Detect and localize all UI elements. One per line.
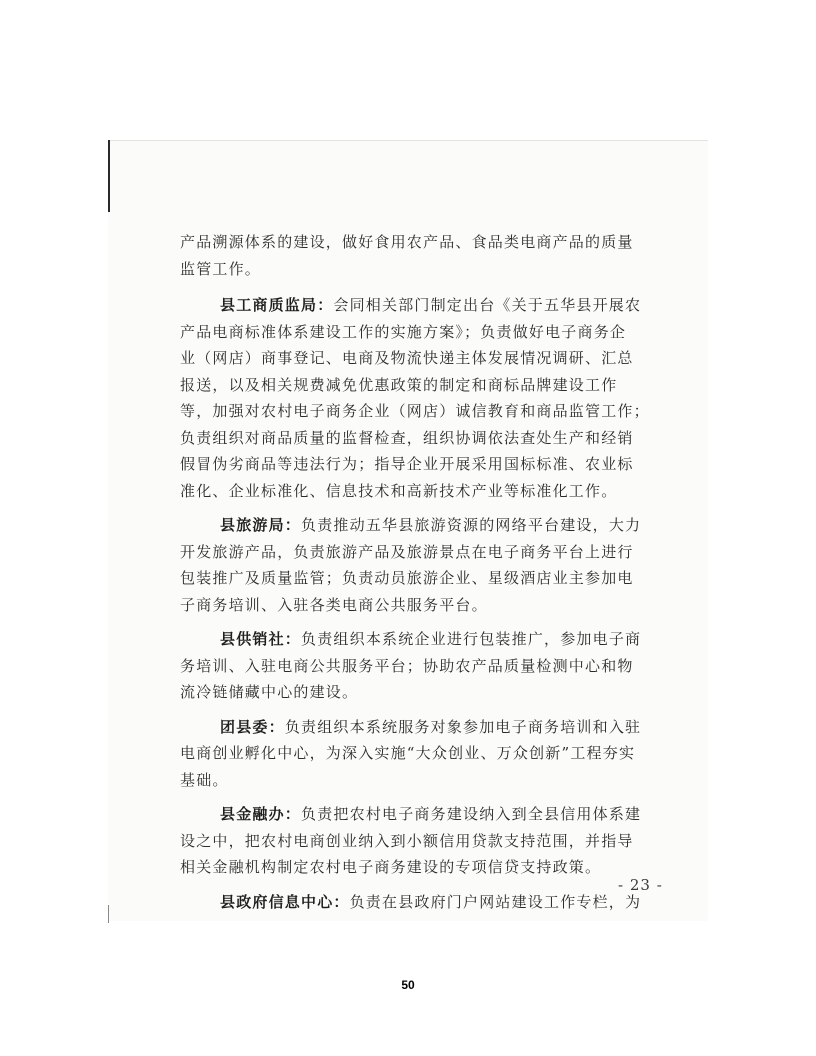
paragraph-line: 准化、企业标准化、信息技术和高新技术产业等标准化工作。 (180, 481, 618, 500)
scan-edge-mark-bottom (108, 905, 109, 923)
document-body (180, 229, 680, 923)
section-heading: 县政府信息中心： (220, 892, 350, 911)
paragraph-food-traceability (180, 229, 680, 282)
paragraph-text: 负责把农村电子商务建设纳入到全县信用体系建 (301, 805, 642, 823)
section-heading: 县供销社： (220, 630, 302, 648)
section-heading: 团县委： (220, 717, 285, 736)
paragraph-tourism-bureau (180, 512, 680, 618)
paragraph-text: 负责推动五华县旅游资源的网络平台建设，大力 (301, 516, 642, 534)
paragraph-line: 产品电商标准体系建设工作的实施方案》；负责做好电子商务企 (180, 322, 627, 341)
paragraph-line: 包装推广及质量监管；负责动员旅游企业、星级酒店业主参加电 (180, 569, 634, 587)
paragraph-line: 假冒伪劣商品等违法行为；指导企业开展采用国标标准、农业标 (180, 455, 634, 473)
paragraph-line: 电商创业孵化中心，为深入实施“大众创业、万众创新”工程夯实 (180, 744, 636, 762)
paragraph-line: 报送，以及相关规费减免优惠政策的制定和商标品牌建设工作 (180, 375, 618, 394)
paragraph-line (180, 889, 680, 916)
paragraph-text: 负责在县政府门户网站建设工作专栏，为 (349, 892, 642, 911)
paragraph-line (180, 512, 680, 539)
section-heading: 县工商质监局： (220, 296, 334, 314)
paragraph-line: 等，加强对农村电子商务企业（网店）诚信教育和商品监管工作； (180, 402, 650, 420)
paragraph-line: 监管工作。 (180, 259, 262, 278)
paragraph-line: 设之中，把农村电商创业纳入到小额信用贷款支持范围，并指导 (180, 831, 634, 850)
paragraph-line: 子商务培训、入驻各类电商公共服务平台。 (180, 595, 488, 614)
paragraph-text: 负责组织本系统服务对象参加电子商务培训和入驻 (284, 717, 642, 736)
paragraph-finance-office (180, 801, 680, 881)
paragraph-line: 产品溯源体系的建设，做好食用农产品、食品类电商产品的质量 (180, 233, 634, 251)
paragraph-line (180, 626, 680, 653)
paragraph-line (180, 714, 680, 741)
section-heading: 县金融办： (220, 805, 302, 823)
paragraph-supply-cooperative (180, 626, 680, 706)
paragraph-industry-commerce-bureau (180, 292, 680, 504)
paragraph-information-center (180, 889, 680, 916)
paragraph-line (180, 801, 680, 828)
paragraph-line (180, 292, 680, 319)
page-number: - 23 - (618, 876, 663, 894)
paragraph-line: 负责组织对商品质量的监督检查，组织协调依法查处生产和经销 (180, 428, 634, 447)
section-heading: 县旅游局： (220, 516, 302, 534)
paragraph-line: 流冷链储藏中心的建设。 (180, 683, 359, 701)
paragraph-line: 务培训、入驻电商公共服务平台；协助农产品质量检测中心和物 (180, 656, 634, 675)
paragraph-text: 负责组织本系统企业进行包装推广，参加电子商 (301, 630, 642, 648)
paragraph-line: 相关金融机构制定农村电子商务建设的专项信贷支持政策。 (180, 858, 602, 876)
paragraph-line: 基础。 (180, 770, 229, 789)
paragraph-line: 开发旅游产品，负责旅游产品及旅游景点在电子商务平台上进行 (180, 542, 634, 561)
scan-edge-mark (108, 140, 110, 212)
paragraph-line: 业（网店）商事登记、电商及物流快递主体发展情况调研、汇总 (180, 349, 634, 367)
footer-page-number: 50 (401, 978, 415, 992)
paragraph-youth-league (180, 714, 680, 794)
paragraph-text: 会同相关部门制定出台《关于五华县开展农 (333, 296, 642, 314)
